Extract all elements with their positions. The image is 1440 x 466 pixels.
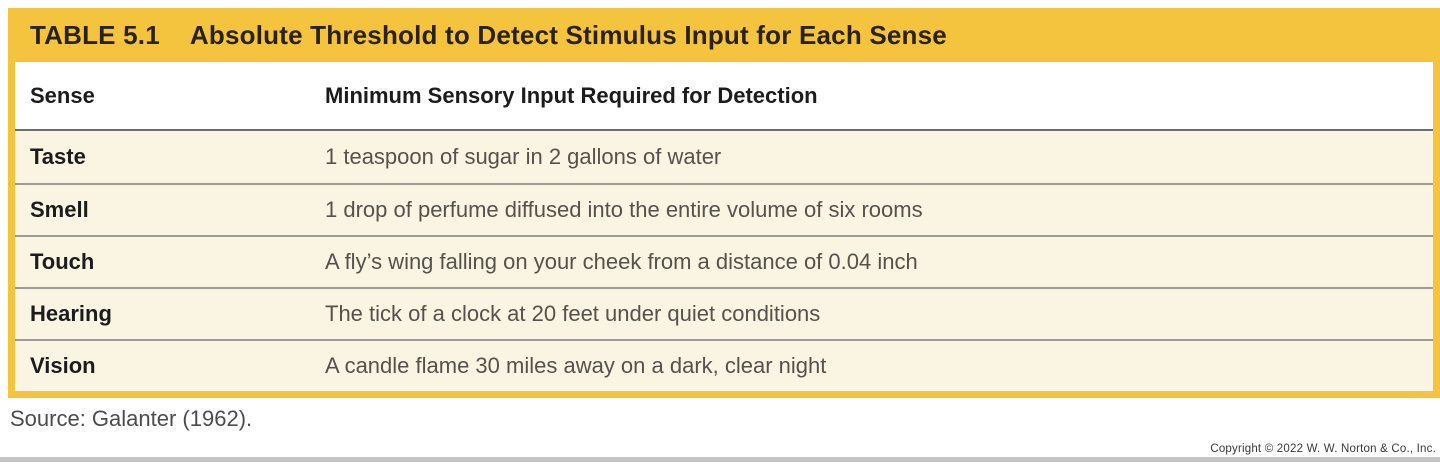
threshold-cell: 1 teaspoon of sugar in 2 gallons of water	[325, 144, 722, 169]
table-row	[15, 235, 1433, 287]
table-row	[15, 339, 1433, 391]
table-row	[15, 183, 1433, 235]
sense-cell: Touch	[30, 249, 95, 274]
column-header-row	[15, 62, 1433, 131]
table-title: Absolute Threshold to Detect Stimulus Input for Each Sense	[189, 19, 947, 50]
column-header-threshold: Minimum Sensory Input Required for Detection	[325, 82, 818, 108]
sense-cell: Vision	[30, 353, 96, 378]
table-number-label: TABLE 5.1	[30, 19, 160, 50]
table-frame	[8, 8, 1440, 398]
threshold-cell: The tick of a clock at 20 feet under quiet conditions	[325, 301, 821, 326]
bottom-divider	[0, 457, 1440, 462]
copyright-notice: Copyright © 2022 W. W. Norton & Co., Inc.	[1210, 443, 1436, 455]
column-header-sense: Sense	[30, 82, 95, 108]
table-title-bar	[8, 8, 1440, 62]
table-row	[15, 287, 1433, 339]
table-row	[15, 131, 1433, 183]
sense-cell: Smell	[30, 197, 89, 222]
threshold-cell: 1 drop of perfume diffused into the entire volume of six rooms	[325, 197, 923, 222]
threshold-cell: A candle flame 30 miles away on a dark, clear night	[325, 353, 827, 378]
sense-cell: Taste	[30, 144, 86, 169]
source-note: Source: Galanter (1962).	[10, 406, 253, 431]
table-body	[15, 62, 1433, 391]
sense-cell: Hearing	[30, 301, 112, 326]
threshold-cell: A fly’s wing falling on your cheek from a distance of 0.04 inch	[325, 249, 918, 274]
